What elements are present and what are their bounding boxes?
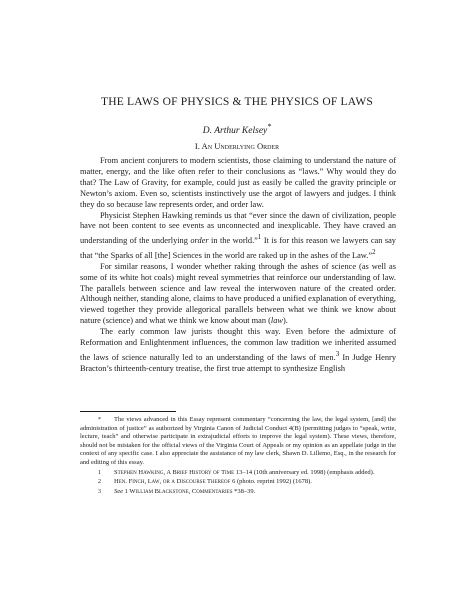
footnotes — [80, 416, 396, 496]
footnote-ref: 1 — [257, 233, 262, 242]
footnote-text: 6 (photo. reprint 1992) (1678). — [232, 478, 312, 486]
essay-title: THE LAWS OF PHYSICS & THE PHYSICS OF LAWS — [101, 96, 373, 108]
section-heading: I. An Underlying Order — [194, 141, 280, 151]
footnote-citation: Hen. Finch, Law, or a Discourse Thereof — [114, 478, 231, 486]
footnote-mark: * — [98, 417, 101, 423]
footnote-text: The views advanced in this Essay represent commentary “concerning the law, the legal system, [and] the administration of justice” as authorized by Virginia Canon of Judicial Conduct 4(B) (permitting judges to “speak, write, lecture, teach” and otherwise participate in extrajudicial efforts to improve the legal system). These views, therefore, should not be mistaken for the official views of the Virginia Court of Appeals or my opinion as an appellate judge in the context of any specific case. I also appreciate the assistance of my law clerk, Shawn D. Lillemo, Esq., in the research for and editing of this essay. — [80, 416, 396, 466]
paragraph — [80, 211, 396, 262]
footnote-divider — [80, 411, 176, 412]
footnote-mark: 3 — [98, 488, 101, 495]
paragraph — [80, 156, 396, 211]
author-line — [0, 122, 474, 136]
paragraph-text: Physicist Stephen Hawking reminds us that “ever since the dawn of civilization, people have not been content to see events as unconnected and inexplicable. They have craved an understanding of the underlying — [80, 210, 396, 246]
footnote — [80, 488, 396, 497]
footnote-ref: 3 — [335, 349, 340, 358]
footnote-signal: See — [114, 487, 124, 495]
author-name: D. Arthur Kelsey — [202, 126, 268, 137]
paragraph-text: In Judge Henry Bracton’s thirteenth-century treatise, the first true attempt to synthesize English — [80, 352, 396, 373]
paragraph-text: ). — [282, 316, 288, 326]
footnote-text: 13–14 (10th anniversary ed. 1998) (emphasis added). — [235, 468, 375, 476]
footnote — [80, 416, 396, 468]
footnote — [80, 478, 396, 487]
author-footnote-marker: * — [267, 122, 272, 131]
footnote-mark: 2 — [98, 479, 101, 486]
paragraph-text: in the world.” — [211, 236, 258, 246]
footnote-text: *38–39. — [234, 487, 256, 495]
paragraph-text: It is for this reason we lawyers can say that “the Sparks of all [the] Sciences in the world are raked up in the ashes of the Law.” — [80, 236, 396, 260]
footnote-citation: 1 William Blackstone, Commentaries — [124, 487, 233, 495]
emphasis-text: law — [270, 316, 283, 326]
paragraph — [80, 262, 396, 327]
footnote-mark: 1 — [98, 469, 101, 476]
paragraph — [80, 327, 396, 374]
footnote — [80, 469, 396, 478]
essay-body — [80, 156, 396, 375]
paragraph-text: The early common law jurists thought this way. Even before the admixture of Reformation and Enlightenment influences, the common law tradition we inherited assumed the laws of science naturally led to an understanding of the laws of men. — [80, 327, 396, 362]
footnote-citation: Stephen Hawking, A Brief History of Time — [114, 468, 235, 476]
paragraph-text: From ancient conjurers to modern scientists, those claiming to understand the nature of matter, energy, and the like often refer to their conclusions as “laws.” Why would they do that? The Law of Gravity, for example, could just as easily be called the gravity principle or Newton’s axiom. Even so, scientists instinctively use the argot of lawyers and judges. I think they do so because law represents order, and order law. — [80, 156, 396, 209]
footnote-ref: 2 — [372, 248, 376, 257]
emphasis-text: order — [190, 236, 209, 246]
paragraph-text: For similar reasons, I wonder whether raking through the ashes of science (as well as some of its white hot coals) might reveal symmetries that reinforce our understanding of law. The parallels between science and law reveal the interwoven nature of the created order. Although neither, standing alone, claims to have produced a unified explanation of everything, viewed together they provide allegorical parallels between what we think we know about nature (science) and what we think we know about man ( — [80, 261, 396, 326]
